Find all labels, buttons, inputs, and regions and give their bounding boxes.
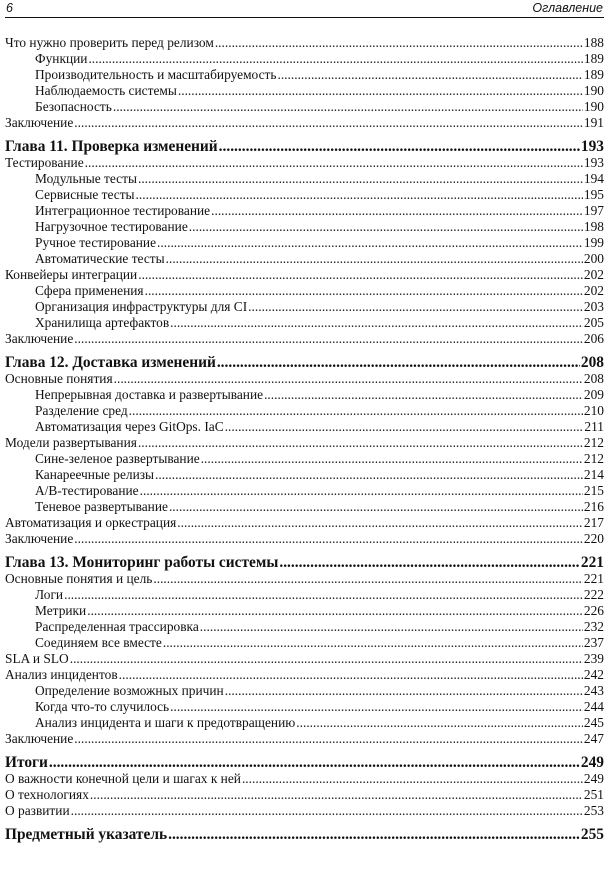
toc-entry-title: Тестирование (5, 155, 84, 170)
toc-dot-leader (64, 587, 583, 603)
toc-entry (5, 219, 604, 235)
chapter-spacer (5, 547, 604, 555)
toc-entry (5, 715, 604, 731)
toc-dot-leader (74, 731, 583, 747)
toc-dot-leader (49, 755, 580, 771)
toc-entry-title: Автоматизация и оркестрация (5, 515, 177, 530)
toc-entry-title: Автоматизация через GitOps. IaC (35, 419, 224, 434)
toc-entry-title: Производительность и масштабируемость (35, 67, 277, 82)
toc-entry-page: 198 (583, 219, 604, 234)
toc-entry-title: Метрики (35, 603, 87, 618)
toc-entry-title: О развитии (5, 803, 70, 818)
toc-entry (5, 571, 604, 587)
toc-entry (5, 235, 604, 251)
toc-entry (5, 635, 604, 651)
toc-dot-leader (155, 467, 583, 483)
table-of-contents (5, 35, 604, 843)
toc-dot-leader (178, 83, 583, 99)
toc-dot-leader (70, 651, 583, 667)
toc-dot-leader (168, 827, 580, 843)
toc-entry-page: 242 (583, 667, 604, 682)
toc-dot-leader (170, 315, 583, 331)
toc-entry (5, 35, 604, 51)
toc-dot-leader (87, 603, 583, 619)
toc-entry-title: О важности конечной цели и шагах к ней (5, 771, 241, 786)
toc-entry (5, 67, 604, 83)
toc-entry-title: Сфера применения (35, 283, 144, 298)
toc-entry (5, 315, 604, 331)
toc-entry-title: Заключение (5, 115, 74, 130)
toc-dot-leader (177, 515, 583, 531)
toc-entry-title: Канареечные релизы (35, 467, 155, 482)
toc-entry-page: 209 (583, 387, 604, 402)
toc-entry-page: 190 (583, 99, 604, 114)
toc-entry-page: 214 (583, 467, 604, 482)
toc-entry-page: 200 (583, 251, 604, 266)
toc-entry (5, 251, 604, 267)
toc-dot-leader (90, 787, 583, 803)
toc-dot-leader (217, 355, 580, 371)
toc-entry-page: 208 (580, 355, 604, 371)
toc-entry (5, 187, 604, 203)
toc-entry-page: 226 (583, 603, 604, 618)
toc-dot-leader (71, 803, 583, 819)
toc-entry-page: 203 (583, 299, 604, 314)
toc-dot-leader (225, 419, 584, 435)
toc-entry-title: Нагрузочное тестирование (35, 219, 188, 234)
toc-entry-page: 216 (583, 499, 604, 514)
toc-entry-page: 211 (584, 419, 604, 434)
toc-entry-page: 197 (583, 203, 604, 218)
toc-entry (5, 283, 604, 299)
toc-entry (5, 51, 604, 67)
toc-entry-title: Анализ инцидентов (5, 667, 118, 682)
toc-entry (5, 683, 604, 699)
toc-entry-title: Определение возможных причин (35, 683, 224, 698)
toc-dot-leader (296, 715, 583, 731)
page-number: 6 (6, 1, 13, 15)
toc-dot-leader (136, 187, 583, 203)
toc-chapter-entry (5, 355, 604, 371)
toc-entry-page: 239 (583, 651, 604, 666)
toc-entry-title: SLA и SLO (5, 651, 69, 666)
toc-entry (5, 731, 604, 747)
toc-entry-title: Организация инфраструктуры для CI (35, 299, 248, 314)
toc-entry-title: Функции (35, 51, 88, 66)
chapter-spacer (5, 747, 604, 755)
toc-entry (5, 155, 604, 171)
toc-entry-page: 191 (583, 115, 604, 130)
toc-entry-title: A/B-тестирование (35, 483, 139, 498)
toc-entry-page: 189 (583, 67, 604, 82)
toc-dot-leader (138, 171, 583, 187)
toc-dot-leader (200, 619, 583, 635)
toc-entry-page: 205 (583, 315, 604, 330)
toc-entry-page: 217 (583, 515, 604, 530)
chapter-spacer (5, 131, 604, 139)
toc-dot-leader (225, 683, 583, 699)
toc-entry-title: Соединяем все вместе (35, 635, 162, 650)
toc-entry-page: 245 (583, 715, 604, 730)
toc-entry-page: 202 (583, 283, 604, 298)
toc-entry-title: Заключение (5, 531, 74, 546)
toc-dot-leader (74, 531, 583, 547)
toc-entry (5, 403, 604, 419)
toc-dot-leader (215, 35, 583, 51)
toc-entry-title: Сине-зеленое развертывание (35, 451, 200, 466)
toc-entry (5, 451, 604, 467)
toc-dot-leader (119, 667, 583, 683)
toc-entry (5, 603, 604, 619)
toc-entry (5, 99, 604, 115)
running-header-title: Оглавление (532, 1, 603, 15)
toc-entry-title: О технологиях (5, 787, 89, 802)
toc-entry-title: Безопасность (35, 99, 112, 114)
toc-dot-leader (248, 299, 583, 315)
toc-entry-page: 253 (583, 803, 604, 818)
toc-entry (5, 467, 604, 483)
toc-entry-title: Заключение (5, 331, 74, 346)
toc-dot-leader (219, 139, 580, 155)
toc-entry (5, 667, 604, 683)
toc-dot-leader (264, 387, 583, 403)
toc-entry-page: 215 (583, 483, 604, 498)
toc-entry-title: Теневое развертывание (35, 499, 168, 514)
toc-entry (5, 419, 604, 435)
toc-entry (5, 699, 604, 715)
toc-entry-title: Анализ инцидента и шаги к предотвращению (35, 715, 296, 730)
toc-entry-page: 220 (583, 531, 604, 546)
toc-entry-page: 232 (583, 619, 604, 634)
toc-entry-page: 249 (583, 771, 604, 786)
toc-dot-leader (166, 251, 583, 267)
toc-entry (5, 587, 604, 603)
toc-entry-title: Что нужно проверить перед релизом (5, 35, 214, 50)
toc-entry-page: 202 (583, 267, 604, 282)
toc-entry (5, 771, 604, 787)
toc-entry (5, 651, 604, 667)
toc-entry-title: Автоматические тесты (35, 251, 165, 266)
toc-dot-leader (169, 499, 583, 515)
toc-entry (5, 299, 604, 315)
toc-entry (5, 387, 604, 403)
toc-entry (5, 115, 604, 131)
toc-entry-page: 208 (583, 371, 604, 386)
toc-entry (5, 499, 604, 515)
toc-entry (5, 83, 604, 99)
toc-dot-leader (201, 451, 583, 467)
toc-entry-title: Логи (35, 587, 64, 602)
toc-entry-page: 249 (580, 755, 604, 771)
toc-entry (5, 803, 604, 819)
toc-dot-leader (138, 267, 583, 283)
toc-entry-page: 193 (580, 139, 604, 155)
toc-entry-title: Предметный указатель (5, 827, 168, 843)
toc-entry-title: Интеграционное тестирование (35, 203, 211, 218)
toc-entry (5, 435, 604, 451)
toc-entry-title: Хранилища артефактов (35, 315, 170, 330)
toc-entry-page: 222 (583, 587, 604, 602)
toc-entry-page: 195 (583, 187, 604, 202)
toc-entry-title: Наблюдаемость системы (35, 83, 177, 98)
toc-dot-leader (277, 67, 582, 83)
toc-dot-leader (157, 235, 583, 251)
toc-entry-title: Заключение (5, 731, 74, 746)
toc-entry-title: Глава 13. Мониторинг работы системы (5, 555, 279, 571)
toc-entry-page: 212 (583, 451, 604, 466)
toc-entry-title: Конвейеры интеграции (5, 267, 138, 282)
toc-dot-leader (211, 203, 583, 219)
toc-chapter-entry (5, 827, 604, 843)
toc-dot-leader (113, 99, 583, 115)
toc-entry-page: 255 (580, 827, 604, 843)
toc-entry-page: 237 (583, 635, 604, 650)
toc-entry-title: Основные понятия и цель (5, 571, 153, 586)
toc-dot-leader (163, 635, 583, 651)
toc-dot-leader (189, 219, 583, 235)
toc-entry-page: 221 (583, 571, 604, 586)
toc-entry (5, 267, 604, 283)
toc-dot-leader (138, 435, 583, 451)
toc-entry-title: Разделение сред (35, 403, 128, 418)
toc-entry-page: 210 (583, 403, 604, 418)
toc-entry-page: 190 (583, 83, 604, 98)
toc-entry (5, 515, 604, 531)
toc-dot-leader (140, 483, 583, 499)
toc-entry (5, 619, 604, 635)
toc-dot-leader (129, 403, 583, 419)
toc-entry-page: 194 (583, 171, 604, 186)
toc-entry-page: 212 (583, 435, 604, 450)
chapter-spacer (5, 819, 604, 827)
toc-entry-page: 244 (583, 699, 604, 714)
toc-chapter-entry (5, 555, 604, 571)
toc-entry (5, 371, 604, 387)
toc-entry-title: Глава 12. Доставка изменений (5, 355, 216, 371)
toc-dot-leader (170, 699, 583, 715)
toc-entry-title: Глава 11. Проверка изменений (5, 139, 218, 155)
toc-entry-title: Модели развертывания (5, 435, 137, 450)
toc-entry-page: 221 (580, 555, 604, 571)
toc-entry-page: 243 (583, 683, 604, 698)
toc-entry-page: 189 (583, 51, 604, 66)
toc-entry-page: 188 (583, 35, 604, 50)
toc-entry-title: Сервисные тесты (35, 187, 135, 202)
toc-dot-leader (74, 331, 583, 347)
toc-dot-leader (74, 115, 583, 131)
toc-chapter-entry (5, 755, 604, 771)
toc-dot-leader (279, 555, 580, 571)
toc-entry-title: Модульные тесты (35, 171, 137, 186)
toc-entry-title: Ручное тестирование (35, 235, 157, 250)
toc-dot-leader (153, 571, 583, 587)
toc-chapter-entry (5, 139, 604, 155)
toc-entry (5, 171, 604, 187)
toc-dot-leader (85, 155, 583, 171)
toc-entry-title: Распределенная трассировка (35, 619, 199, 634)
toc-entry-page: 193 (583, 155, 604, 170)
toc-entry-title: Когда что-то случилось (35, 699, 170, 714)
toc-entry-page: 251 (583, 787, 604, 802)
toc-dot-leader (114, 371, 583, 387)
toc-entry-title: Непрерывная доставка и развертывание (35, 387, 264, 402)
toc-entry (5, 787, 604, 803)
toc-dot-leader (88, 51, 582, 67)
toc-entry (5, 331, 604, 347)
running-header (5, 0, 604, 18)
chapter-spacer (5, 347, 604, 355)
toc-entry (5, 483, 604, 499)
toc-dot-leader (145, 283, 583, 299)
toc-entry-title: Итоги (5, 755, 48, 771)
toc-entry-page: 247 (583, 731, 604, 746)
toc-entry (5, 531, 604, 547)
toc-entry-title: Основные понятия (5, 371, 113, 386)
toc-entry-page: 199 (583, 235, 604, 250)
toc-entry-page: 206 (583, 331, 604, 346)
toc-dot-leader (242, 771, 583, 787)
toc-entry (5, 203, 604, 219)
